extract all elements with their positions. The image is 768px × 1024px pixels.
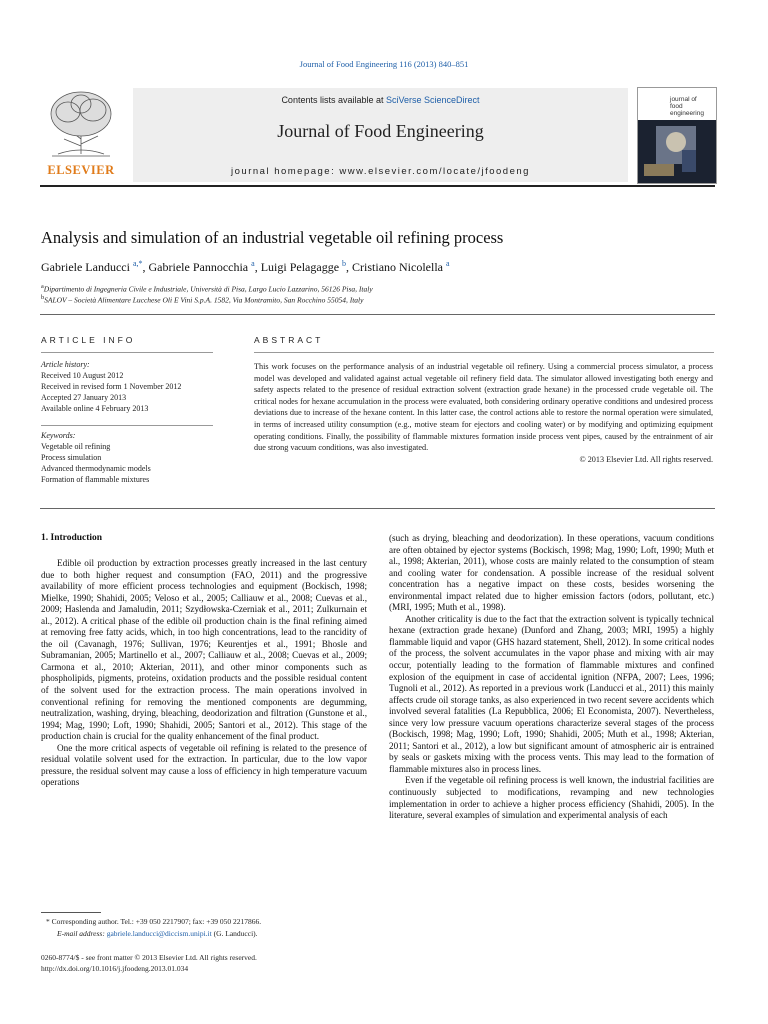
body-column-left	[41, 558, 367, 789]
email-note	[57, 929, 387, 940]
journal-title: Journal of Food Engineering	[277, 121, 484, 141]
keyword: Advanced thermodynamic models	[41, 464, 151, 473]
author-list: Gabriele Landucci $^{a,*}$, Gabriele Pannocchia $^a$, Luigi Pelagagge $^b$, Cristiano Nicolella $^a$	[41, 259, 450, 274]
affiliation	[41, 294, 363, 305]
body-paragraph: Even if the vegetable oil refining process is well known, the industrial facilities are continuously subjected to modifications, revamping and new technologies implementation in order to achieve a higher process efficiency (Shahidi, 2005). In the literature, several examples of simulation and experimental analysis of each	[389, 775, 714, 821]
keywords-divider	[41, 425, 213, 426]
cover-title-line-1: journal of	[670, 96, 697, 103]
journal-citation[interactable]: Journal of Food Engineering 116 (2013) 840–851	[299, 59, 469, 69]
author-name: Gabriele Pannocchia	[148, 260, 249, 274]
article-info-heading: ARTICLE INFO	[41, 335, 136, 345]
body-paragraph: (such as drying, bleaching and deodorization). In these operations, vacuum conditions are often obtained by ejector systems (Bockisch, 1998; Mag, 1990; Loft, 1990; Muth et al., 1998; Akterian, 2011), whose costs are mainly related to the consumption of steam and cooling water for condensation. A possible increase of the residual solvent concentration has a negative impact on these costs, besides worsening the environmental impact related due to higher emission factors (odors, pollutant, etc.) (MRI, 1995; Muth et al., 1998).	[389, 533, 714, 613]
author-name: Cristiano Nicolella	[352, 260, 443, 274]
cover-title	[670, 96, 716, 117]
author-affiliation-marker[interactable]: a	[446, 259, 450, 268]
article-info-divider	[41, 352, 213, 353]
history-entry: Received in revised form 1 November 2012	[41, 382, 182, 391]
front-matter-line: 0260-8774/$ - see front matter © 2013 Elsevier Ltd. All rights reserved.	[41, 953, 257, 962]
abstract-body	[254, 361, 713, 465]
journal-homepage[interactable]: journal homepage: www.elsevier.com/locate/jfoodeng	[231, 166, 530, 177]
keyword: Vegetable oil refining	[41, 442, 111, 451]
journal-cover-thumbnail	[637, 87, 717, 184]
author-name: Luigi Pelagagge	[260, 260, 340, 274]
article-history-label: Article history:	[41, 360, 90, 369]
email-label: E-mail address:	[57, 929, 107, 938]
email-suffix: (G. Landucci).	[211, 929, 258, 938]
abstract-text: This work focuses on the performance analysis of an industrial vegetable oil refinery. Using a commercial process simulator, a process model was developed and validated against actual vegetable oil refinery field data. The simulator allowed investigating both energy and safety aspects related to the presence of residual extraction solvent (extraction grade hexane) in the processed crude vegetable oil. The critical nodes for hexane accumulation in the process were evaluated, both considering ordinary operative conditions and undesired process deviations due to increase of the hexane content. In this latter case, the control actions able to restore the normal operation were simulated, in terms of increased utility consumption (e.g., motive steam for ejectors and cooling water) or by modifying and optimizing equipment operating conditions. Finally, the possibility of flammable mixtures formation inside process vent pipes, caused by the entrainment of air due strong vacuum conditions, was also investigated.	[254, 362, 713, 453]
contents-prefix: Contents lists available at	[281, 95, 386, 105]
keywords-block	[41, 430, 221, 485]
sciencedirect-link[interactable]: SciVerse ScienceDirect	[386, 95, 480, 105]
history-entry: Available online 4 February 2013	[41, 404, 149, 413]
author-affiliation-marker[interactable]: a	[251, 259, 255, 268]
author-email-link[interactable]: gabriele.landucci@diccism.unipi.it	[106, 929, 212, 938]
keyword: Formation of flammable mixtures	[41, 475, 150, 484]
history-entry: Accepted 27 January 2013	[41, 393, 127, 402]
keyword: Process simulation	[41, 453, 102, 462]
section-heading-introduction: 1. Introduction	[41, 533, 103, 543]
author-name: Gabriele Landucci	[41, 260, 130, 274]
elsevier-wordmark: ELSEVIER	[47, 163, 115, 177]
paper-title: Analysis and simulation of an industrial vegetable oil refining process	[41, 228, 504, 247]
doi-link[interactable]: http://dx.doi.org/10.1016/j.jfoodeng.2013.01.034	[41, 964, 189, 973]
body-paragraph: Edible oil production by extraction processes greatly increased in the last century due to both higher request and consumption (FAO, 2011) and the progressive availability of more efficient process technologies and equipment (Bockisch, 1998; Mielke, 1990; Shahidi, 2005; Veloso et al., 2005; Calliauw et al., 2008; Cuevas et al., 2009; Haslenda and Jamaludin, 2011; Szydłowska-Czerniak et al., 2011; Zulkurnain et al., 2012). A critical phase of the edible oil production chain is the final refining aimed at removing free fatty acids, which, in too high concentrations, lead to the rancidity of the oil (Cavanagh, 1976; Sullivan, 1976; Keurentjes et al., 1991; Bhosle and Subramanian, 2005; Martinello et al., 2007; Calliauw et al., 2008; Cuevas et al., 2009; Carmona et al., 2010; Akterian, 2011), and other minor components such as phospholipids, pigments, proteins, oxidation products and the possible residual content of the solvent used for the extraction process. The main operations involved in conventional refining for removing the mentioned components are degumming, neutralization, washing, drying, bleaching, deodorization and filtration (Gunstone et al., 1994; Mag, 1990; Loft, 1990; Shahidi, 2005; Santori et al., 2012). This stage of the production chain is crucial for the quality enhancement of the final product.	[41, 558, 367, 742]
header-divider	[40, 185, 715, 187]
cover-image	[638, 120, 716, 183]
contents-availability	[133, 95, 628, 105]
affiliation-marker: a	[41, 283, 44, 290]
abstract-bottom-divider	[40, 508, 715, 509]
corresponding-author-note: * Corresponding author. Tel.: +39 050 2217907; fax: +39 050 2217866.	[46, 917, 262, 926]
affiliation-text: SALOV – Società Alimentare Lucchese Oli E Vini S.p.A. 1582, Via Montramito, San Rocchino 55054, Italy	[44, 295, 364, 305]
footnote-divider	[41, 912, 101, 913]
author-affiliation-marker[interactable]: a,*	[132, 259, 143, 268]
body-column-right	[389, 533, 714, 822]
affiliation-marker: b	[41, 294, 45, 301]
abstract-heading: ABSTRACT	[254, 335, 324, 345]
article-history	[41, 359, 221, 414]
title-divider	[40, 314, 715, 315]
keywords-label: Keywords:	[41, 431, 76, 440]
affiliation-text: Dipartimento di Ingegneria Civile e Industriale, Università di Pisa, Largo Lucio Lazzarino, 56126 Pisa, Italy	[43, 284, 373, 294]
cover-title-line-2: food engineering	[670, 103, 704, 117]
affiliation	[41, 283, 373, 294]
abstract-copyright: © 2013 Elsevier Ltd. All rights reserved.	[579, 454, 713, 464]
abstract-divider	[254, 352, 714, 353]
history-entry: Received 10 August 2012	[41, 371, 124, 380]
body-paragraph: Another criticality is due to the fact that the extraction solvent is typically technical hexane (extraction grade hexane) (Dunford and Zhang, 2003; MRI, 1995) a highly flammable liquid and vapor (GHS hazard statement, Shell, 2012). In some critical nodes of the process, the solvent accumulates in the vapor phase and mixing with air may occur, potentially leading to the formation of flammable mixtures and confined explosion of the equipment in case of accidental ignition (NFPA, 2007; Lees, 1996; Tugnoli et al., 2012). As reported in a previous work (Landucci et al., 2011) this mainly affects crude oil storage tanks, as also experienced in two recent severe accidents which involved several fatalities (La Repubblica, 2006; El Economista, 2007). Nevertheless, since very low pressure vacuum operations characterize several stages of the process (Bockisch, 1998; Mag, 1990; Loft, 1990; Shahidi, 2005; Muth et al., 1998; Akterian, 2011; Santori et al., 2012), a low but significant amount of atmospheric air is entrained by seals or gaskets mixing with the process vents. This may lead to the formation of flammable mixtures also in process lines.	[389, 613, 714, 774]
author-affiliation-marker[interactable]: b	[342, 259, 347, 268]
body-paragraph: One the more critical aspects of vegetable oil refining is related to the presence of residual volatile solvent used for the extraction. In particular, due to the low vapor pressure, the residual solvent may cause a loss of efficiency in high temperature vacuum operations	[41, 742, 367, 788]
